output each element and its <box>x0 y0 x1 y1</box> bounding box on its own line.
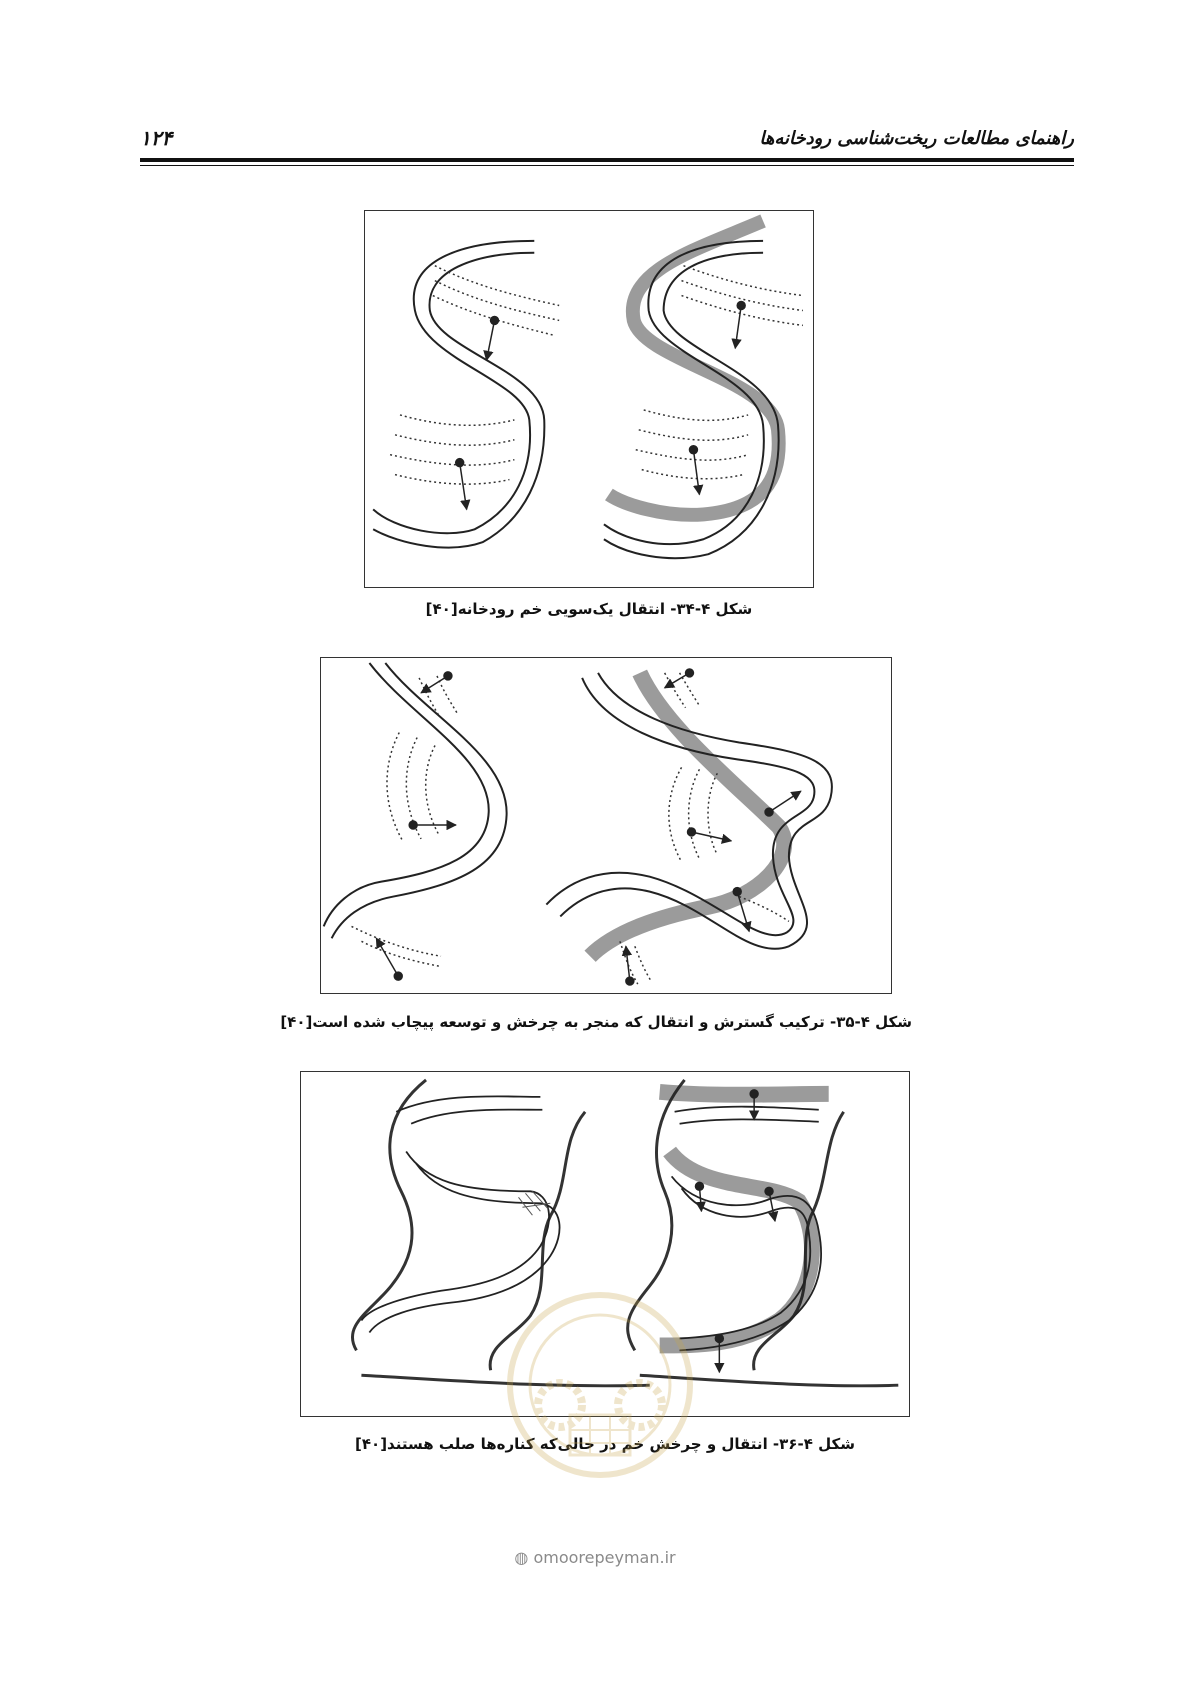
globe-icon: ◍ <box>514 1548 529 1567</box>
bend-right <box>546 673 832 956</box>
figure-4-36-caption: شکل ۴-۳۶- انتقال و چرخش خم در حالی‌که کناره‌ها صلب هستند[۴۰] <box>355 1435 855 1453</box>
bend-right-dotted-arcs <box>620 673 789 984</box>
running-header <box>140 126 1074 156</box>
figure-4-35-diagram <box>321 658 891 993</box>
meander-right <box>604 221 779 558</box>
watermark-site <box>440 1548 750 1567</box>
bend-left-dotted-arcs <box>352 676 457 966</box>
figure-4-34 <box>364 210 814 588</box>
figure-4-34-diagram <box>365 211 813 587</box>
page-number: ۱۲۴ <box>140 126 173 150</box>
watermark-logo <box>490 1285 710 1485</box>
bend-left <box>324 663 507 938</box>
header-rule-thin <box>140 165 1074 166</box>
header-rule-thick <box>140 158 1074 162</box>
meander-left <box>373 241 544 548</box>
figure-4-35-caption: شکل ۴-۳۵- ترکیب گسترش و انتقال که منجر به چرخش و توسعه پیچاب شده است[۴۰] <box>280 1013 912 1031</box>
bend-left-arrows <box>376 672 456 980</box>
book-title: راهنمای مطالعات ریخت‌شناسی رودخانه‌ها <box>759 128 1074 149</box>
meander-right-arrows <box>689 302 745 495</box>
meander-left-dotted-arcs <box>390 266 559 484</box>
figure-4-34-caption: شکل ۴-۳۴- انتقال یک‌سویی خم رودخانه[۴۰] <box>425 600 753 618</box>
watermark-site-text: omoorepeyman.ir <box>533 1548 676 1567</box>
figure-4-35 <box>320 657 892 994</box>
